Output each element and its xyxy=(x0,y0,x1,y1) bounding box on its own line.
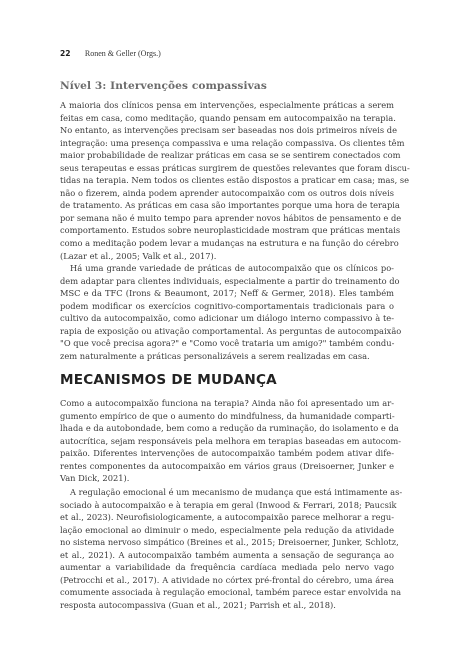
text-line: não o fizerem, ainda podem aprender autocompaixão com os outros dois níveis xyxy=(60,187,394,198)
text-line: Como a autocompaixão funciona na terapia? Ainda não foi apresentado um ar- xyxy=(60,398,394,408)
text-line: por semana não é muito tempo para aprender novos hábitos de pensamento e de xyxy=(60,212,402,223)
text-line: resposta autocompassiva (Guan et al., 2021; Parrish et al., 2018). xyxy=(60,599,336,610)
text-line: aumentar a variabilidade da frequência cardíaca mediada pelo nervo vago xyxy=(60,562,394,573)
paragraph-mechanisms-1 xyxy=(60,397,402,485)
text-line: podem modificar os exercícios cognitivo-comportamentais tradicionais para o xyxy=(60,300,394,311)
text-line: comumente associada à regulação emocional, também parece estar envolvida na xyxy=(60,587,402,598)
section-heading-mechanisms: MECANISMOS DE MUDANÇA xyxy=(60,372,277,388)
text-line: maior probabilidade de realizar práticas em casa se se sentirem conectados com xyxy=(60,150,401,161)
text-line: No entanto, as intervenções precisam ser baseadas nos dois primeiros níveis de xyxy=(60,125,397,136)
running-header xyxy=(60,47,400,61)
text-line: tidas na terapia. Nem todos os clientes estão dispostos a praticar em casa; mas, se xyxy=(60,175,410,186)
text-line: MSC e da TFC (Irons & Beaumont, 2017; Neff & Germer, 2018). Eles também xyxy=(60,288,394,299)
section-heading-level3: Nível 3: Intervenções compassivas xyxy=(60,80,267,92)
paragraph-level3-2 xyxy=(60,262,402,362)
text-line: Van Dick, 2021). xyxy=(60,473,130,484)
text-line: Há uma grande variedade de práticas de autocompaixão que os clínicos po- xyxy=(70,263,394,273)
text-line: de tratamento. As práticas em casa são importantes porque uma hora de terapia xyxy=(60,200,400,211)
running-head: Ronen & Geller (Orgs.) xyxy=(84,49,161,58)
text-line: integração: uma presença compassiva e uma relação compassiva. Os clientes têm xyxy=(60,137,405,148)
text-line: (Petrocchi et al., 2017). A atividade no córtex pré-frontal do cérebro, uma área xyxy=(60,574,394,585)
text-line: no sistema nervoso simpático (Breines et al., 2015; Dreisoerner, Junker, Schlotz, xyxy=(60,537,399,548)
text-line: gumento empírico de que o aumento do mindfulness, da humanidade comparti- xyxy=(60,410,395,421)
text-line: "O que você precisa agora?" e "Como você trataria um amigo?" também condu- xyxy=(60,338,395,349)
page-number: 22 xyxy=(60,49,71,58)
text-line: paixão. Diferentes intervenções de autocompaixão também podem ativar dife- xyxy=(60,448,394,459)
text-line: et al., 2023). Neurofisiologicamente, a autocompaixão parece melhorar a regu- xyxy=(60,512,394,523)
text-line: zem naturalmente a práticas personalizáveis a serem realizadas em casa. xyxy=(60,350,370,361)
text-line: dem adaptar para clientes individuais, especialmente a partir do treinamento do xyxy=(60,275,400,286)
text-line: autocrítica, sejam responsáveis pela melhora em terapias baseadas em autocom- xyxy=(60,435,402,446)
text-line: lação emocional ao diminuir o medo, especialmente pela redução da atividade xyxy=(60,524,394,535)
text-line: seus terapeutas e essas práticas surgirem de questões relevantes que foram discu- xyxy=(60,162,410,173)
text-line: como a meditação podem levar a mudanças na estrutura e na função do cérebro xyxy=(60,238,399,249)
text-line: sociado à autocompaixão e à terapia em geral (Inwood & Ferrari, 2018; Paucsik xyxy=(60,499,397,510)
text-line: A maioria dos clínicos pensa em intervenções, especialmente práticas a serem xyxy=(60,100,394,110)
text-line: A regulação emocional é um mecanismo de mudança que está intimamente as- xyxy=(70,487,403,497)
text-line: et al., 2021). A autocompaixão também aumenta a sensação de segurança ao xyxy=(60,549,394,560)
paragraph-mechanisms-2 xyxy=(60,486,403,611)
text-line: comportamento. Estudos sobre neuroplasticidade mostram que práticas mentais xyxy=(60,225,401,236)
text-line: rentes componentes da autocompaixão em vários graus (Dreisoerner, Junker e xyxy=(60,460,394,471)
text-line: lhada e da autobondade, bem como a redução da ruminação, do isolamento e da xyxy=(60,423,399,434)
paragraph-level3-1 xyxy=(60,99,410,262)
text-line: feitas em casa, como meditação, quando pensam em autocompaixão na terapia. xyxy=(60,112,396,123)
text-line: rapia de exposição ou ativação comportamental. As perguntas de autocompaixão xyxy=(60,325,402,336)
text-line: cultivo da autocompaixão, como adicionar um diálogo interno compassivo à te- xyxy=(60,313,394,324)
text-line: (Lazar et al., 2005; Valk et al., 2017). xyxy=(60,250,217,261)
